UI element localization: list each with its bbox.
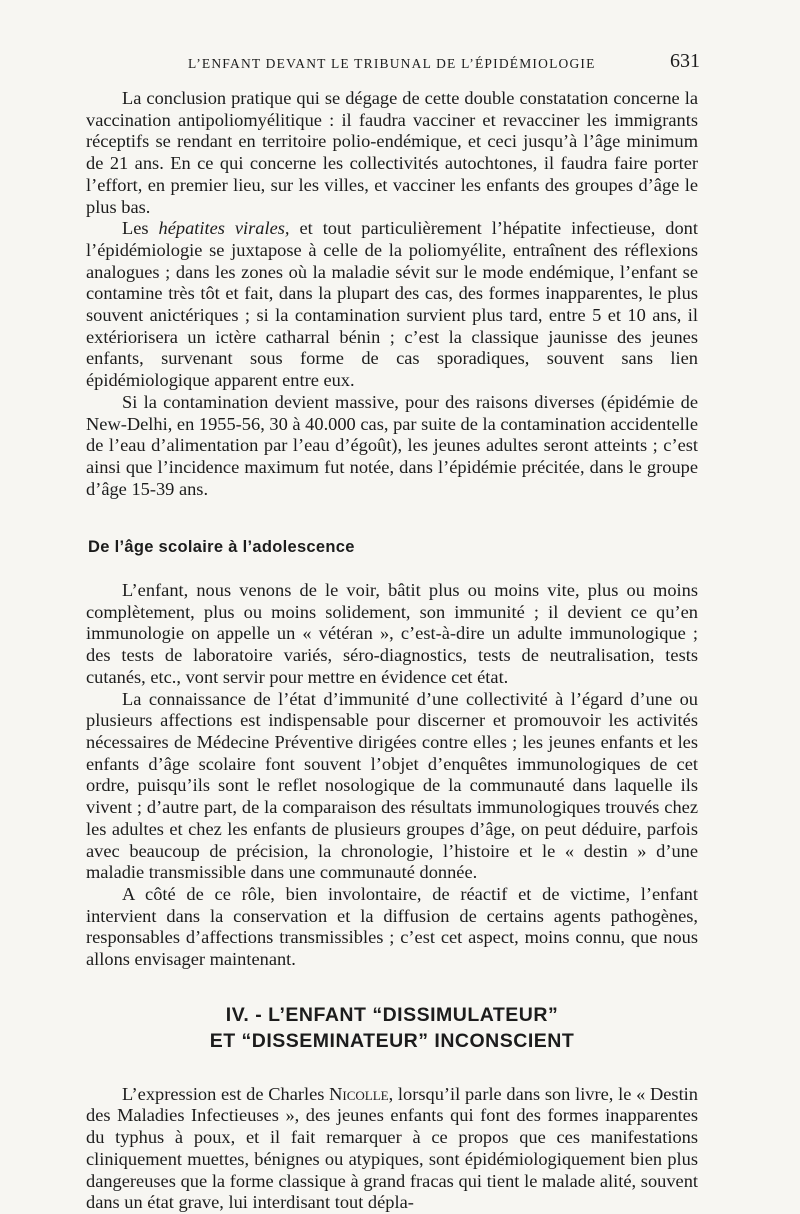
body-text	[86, 88, 698, 1214]
paragraph: La connaissance de l’état d’immunité d’une collectivité à l’égard d’une ou plusieurs affections est indispensable pour discerner et promouvoir les activités nécessaires de Médecine Préventive dirigées contre elles ; les jeunes enfants et les enfants d’âge scolaire font souvent l’objet d’enquêtes immunologiques de cet ordre, puisqu’ils sont le reflet nosologique de la communauté dans laquelle ils vivent ; d’autre part, de la comparaison des résultats immunologiques trouvés chez les adultes et chez les enfants de plusieurs groupes d’âge, on peut déduire, parfois avec beaucoup de précision, la chronologie, l’histoire et le « destin » d’une maladie transmissible dans une communauté donnée.	[86, 688, 698, 883]
page-number: 631	[670, 50, 700, 72]
paragraph: Si la contamination devient massive, pour des raisons diverses (épidémie de New-Delhi, en 1955-56, 30 à 40.000 cas, par suite de la contamination accidentelle de l’eau d’alimentation par l’eau d’égoût), les jeunes adultes seront atteints ; c’est ainsi que l’incidence maximum fut notée, dans l’épidémie précitée, dans le groupe d’âge 15-39 ans.	[86, 391, 698, 499]
running-title: L’ENFANT DEVANT LE TRIBUNAL DE L’ÉPIDÉMIOLOGIE	[188, 56, 596, 71]
paragraph	[86, 218, 698, 392]
emphasis-term: hépatites virales,	[158, 218, 290, 239]
chapter-heading-line: ET “DISSEMINATEUR” INCONSCIENT	[209, 1029, 575, 1052]
author-name: Nicolle	[329, 1083, 389, 1104]
paragraph	[86, 1084, 698, 1214]
chapter-heading-line: IV. - L’ENFANT “DISSIMULATEUR”	[225, 1003, 559, 1026]
paragraph: L’enfant, nous venons de le voir, bâtit plus ou moins vite, plus ou moins complètement, plus ou moins solidement, son immunité ; il devient ce qu’en immunologie on appelle un « vétéran », c’est-à-dire un adulte immunologique ; des tests de laboratoire variés, séro-diagnostics, tests de neutralisation, tests cutanés, etc., vont servir pour mettre en évidence cet état.	[86, 580, 698, 687]
paragraph: La conclusion pratique qui se dégage de cette double constatation concerne la vaccination antipoliomyélitique : il faudra vacciner et revacciner les immigrants réceptifs se rendant en territoire polio-endémique, et ceci jusqu’à l’âge minimum de 21 ans. En ce qui concerne les collectivités autochtones, il faudra faire porter l’effort, en premier lieu, sur les villes, et vacciner les enfants des groupes d’âge le plus bas.	[86, 88, 698, 217]
chapter-heading	[86, 1002, 698, 1054]
paragraph-rest: , lorsqu’il parle dans son livre, le « Destin des Maladies Infectieuses », des jeunes enfants qui font des formes inapparentes du typhus à poux, et il fait remarquer à ce propos que ces manifestations cliniquement muettes, bénignes ou atypiques, sont épidémiologiquement bien plus dangereuses que la forme classique à grand fracas qui tient le malade alité, souvent dans un état grave, lui interdisant tout dépla-	[86, 1083, 698, 1213]
paragraph-lead: Les	[122, 218, 159, 239]
paragraph-rest: et tout particulièrement l’hépatite infectieuse, dont l’épidémiologie se juxtapose à celle de la poliomyélite, entraînent des réflexions analogues ; dans les zones où la maladie sévit sur le mode endémique, l’enfant se contamine très tôt et fait, dans la plupart des cas, des formes inapparentes, le plus souvent anictériques ; si la contamination survient plus tard, entre 5 et 10 ans, il extériorisera un ictère catharral bénin ; c’est la classique jaunisse des jeunes enfants, survenant sous forme de cas sporadiques, souvent sans lien épidémiologique apparent entre eux.	[86, 218, 698, 391]
paragraph: A côté de ce rôle, bien involontaire, de réactif et de victime, l’enfant intervient dans la conservation et la diffusion de certains agents pathogènes, responsables d’affections transmissibles ; c’est cet aspect, moins connu, que nous allons envisager maintenant.	[86, 883, 698, 970]
paragraph-lead: L’expression est de Charles	[122, 1083, 330, 1104]
running-header	[86, 50, 700, 74]
section-heading: De l’âge scolaire à l’adolescence	[88, 538, 355, 557]
